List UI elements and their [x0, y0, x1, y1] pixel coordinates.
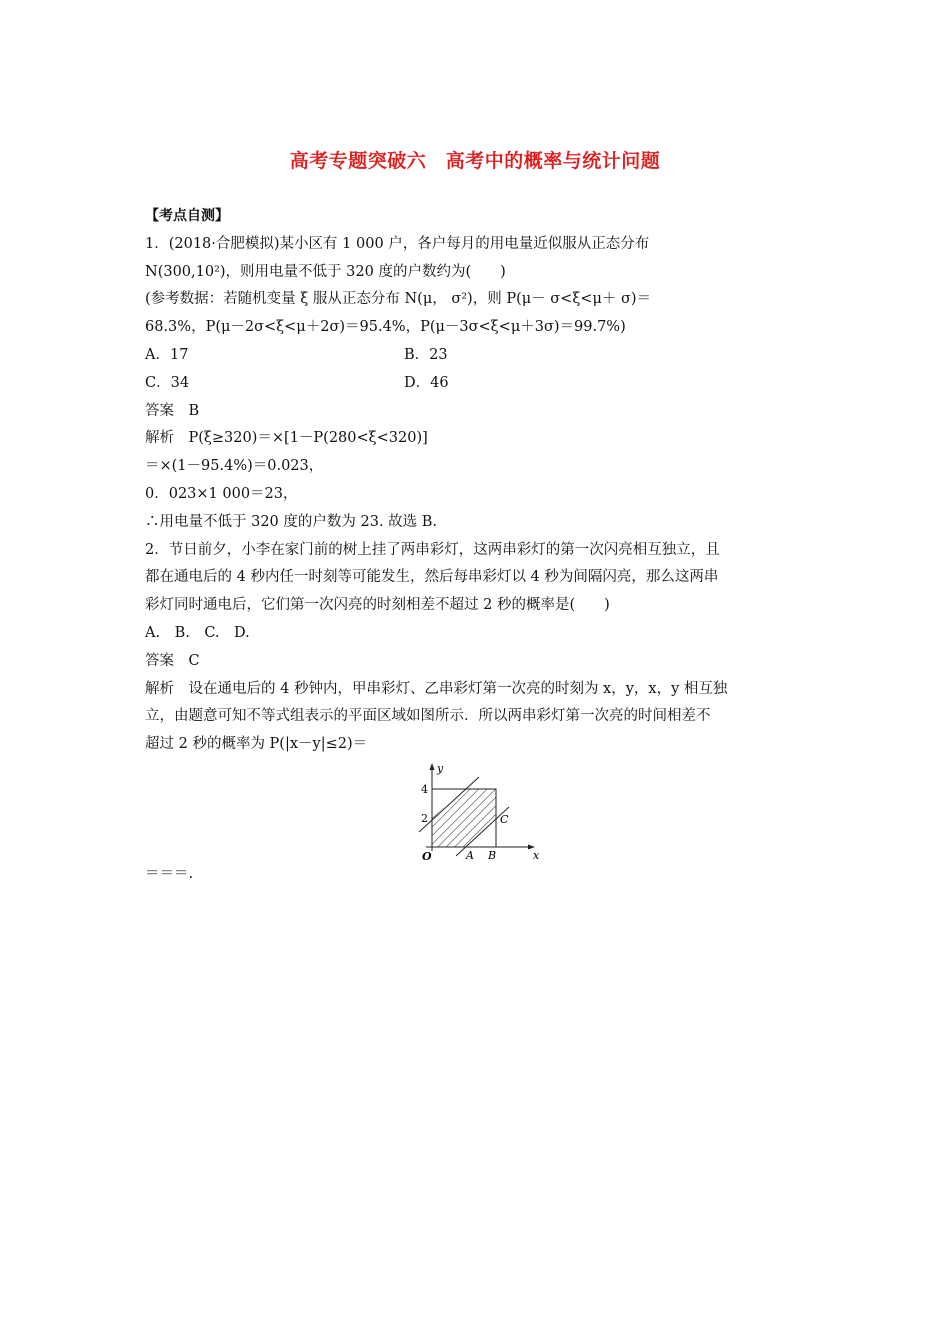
point-a-label: A: [466, 848, 474, 861]
origin-label: O: [422, 849, 432, 861]
q1-line-2: N(300,10²)，则用电量不低于 320 度的户数约为( ): [145, 263, 506, 280]
q1-line-1: 1．(2018·合肥模拟)某小区有 1 000 户，各户每月的用电量近似服从正态分布: [145, 235, 650, 252]
y-axis-arrow: [430, 763, 435, 770]
page-title: 高考专题突破六 高考中的概率与统计问题: [289, 150, 661, 172]
point-c-label: C: [500, 812, 509, 826]
q2-final: ＝＝＝.: [145, 865, 194, 882]
q2-answer: 答案 C: [145, 652, 200, 669]
q1-line-4: 68.3%，P(μ－2σ<ξ<μ＋2σ)＝95.4%，P(μ－3σ<ξ<μ＋3σ)＝99.7%): [145, 319, 626, 336]
q1-solution-1: 解析 P(ξ≥320)＝×[1－P(280<ξ<320)]: [145, 430, 428, 447]
q1-options-row-2: [145, 370, 810, 398]
tick-4-label: 4: [421, 782, 428, 796]
q2-line-3: 彩灯同时通电后，它们第一次闪亮的时刻相差不超过 2 秒的概率是( ): [145, 597, 610, 614]
section-heading: 【考点自测】: [145, 208, 229, 224]
q1-answer: 答案 B: [145, 402, 200, 419]
tick-2-label: 2: [421, 811, 428, 825]
q1-line-3: (参考数据：若随机变量 ξ 服从正态分布 N(μ， σ²)，则 P(μ－ σ<ξ<μ＋ σ)＝: [145, 291, 652, 308]
region-diagram-svg: [413, 761, 543, 861]
q1-option-b: B．23: [404, 346, 448, 363]
q1-option-a: A．17: [145, 346, 189, 363]
q1-solution-2: ＝×(1－95.4%)＝0.023，: [145, 458, 324, 475]
hatched-band: [432, 789, 496, 847]
q1-solution-4: ∴用电量不低于 320 度的户数为 23. 故选 B.: [145, 513, 438, 530]
q1-options-row-1: [145, 342, 810, 370]
region-diagram: [413, 761, 543, 861]
point-b-label: B: [488, 848, 497, 861]
q2-solution-1: 解析 设在通电后的 4 秒钟内，甲串彩灯、乙串彩灯第一次亮的时刻为 x，y，x，y 相互独: [145, 680, 728, 697]
q2-solution-3: 超过 2 秒的概率为 P(|x－y|≤2)＝: [145, 736, 368, 753]
y-axis-label: y: [437, 761, 444, 775]
q1-solution-3: 0．023×1 000＝23，: [145, 485, 298, 502]
q2-options: A. B. C. D.: [145, 624, 250, 641]
q1-option-d: D．46: [404, 374, 449, 391]
q2-solution-2: 立，由题意可知不等式组表示的平面区域如图所示．所以两串彩灯第一次亮的时间相差不: [145, 708, 711, 725]
document-body: [145, 203, 810, 889]
q2-line-2: 都在通电后的 4 秒内任一时刻等可能发生，然后每串彩灯以 4 秒为间隔闪亮，那么这两串: [145, 569, 719, 586]
q2-line-1: 2．节日前夕，小李在家门前的树上挂了两串彩灯，这两串彩灯的第一次闪亮相互独立，且: [145, 541, 720, 558]
x-axis-label: x: [533, 848, 540, 861]
q1-option-c: C．34: [145, 374, 190, 391]
